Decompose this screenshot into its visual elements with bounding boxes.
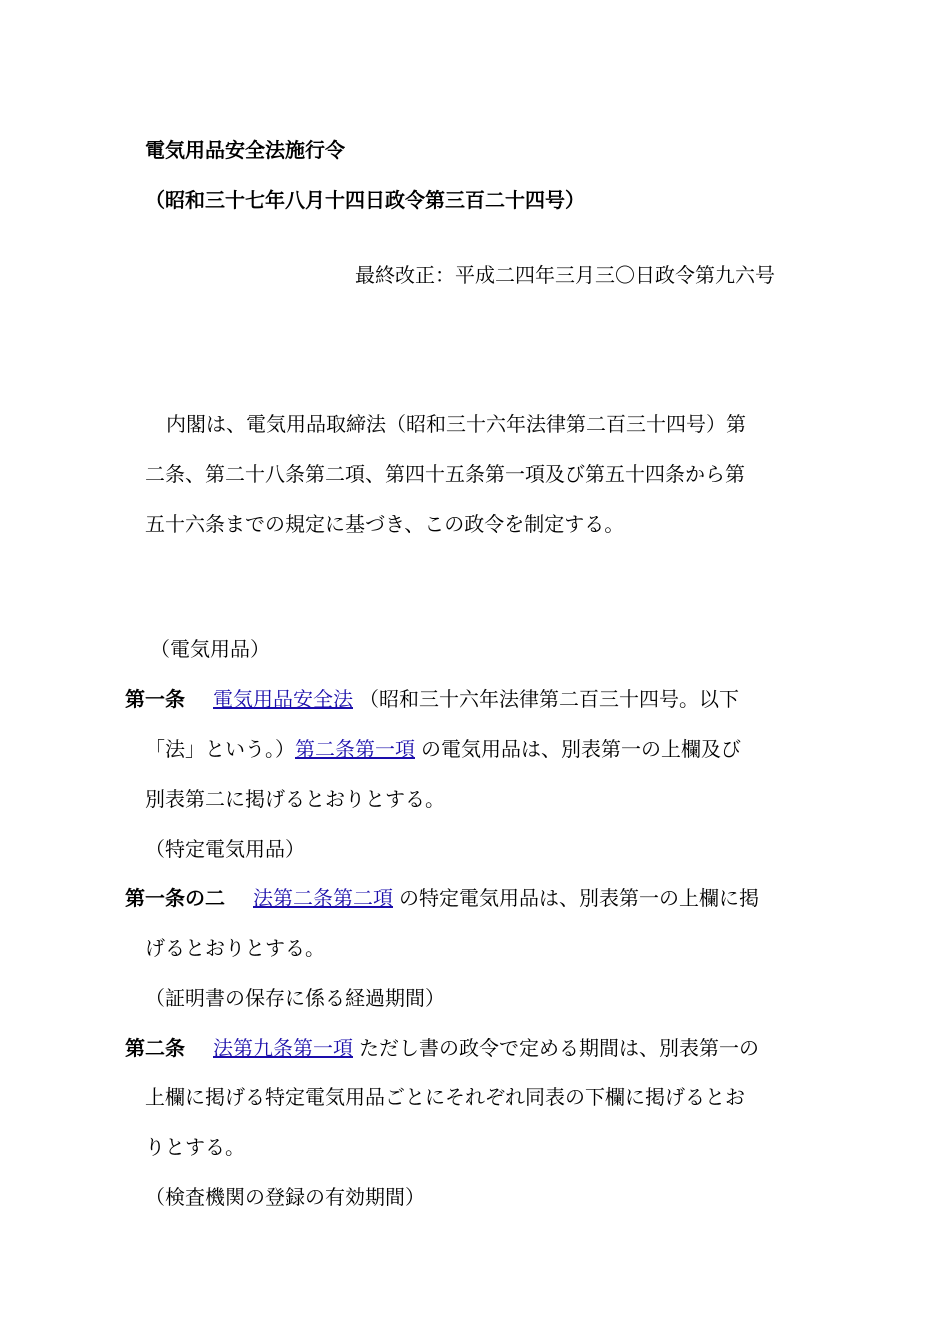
preamble-line-1: 内閣は、電気用品取締法（昭和三十六年法律第二百三十四号）第: [166, 412, 746, 436]
article-text: の電気用品は、別表第一の上欄及び: [421, 737, 741, 761]
article-text: （昭和三十六年法律第二百三十四号。以下: [359, 687, 739, 711]
article-caption: （電気用品）: [150, 637, 270, 661]
article-1-2-line-1: [125, 885, 759, 911]
law-link[interactable]: 電気用品安全法: [213, 687, 353, 711]
article-number: 第一条の二: [125, 886, 225, 910]
document-title: 電気用品安全法施行令: [145, 138, 345, 162]
article-1-line-1: [125, 686, 739, 712]
article-2-line-2: 上欄に掲げる特定電気用品ごとにそれぞれ同表の下欄に掲げるとお: [145, 1085, 745, 1109]
clause-link[interactable]: 法第九条第一項: [213, 1036, 353, 1060]
article-2-line-3: りとする。: [145, 1135, 245, 1159]
preamble-line-3: 五十六条までの規定に基づき、この政令を制定する。: [145, 512, 625, 536]
article-caption: （特定電気用品）: [145, 837, 305, 861]
article-1-line-3: 別表第二に掲げるとおりとする。: [145, 787, 445, 811]
clause-link[interactable]: 法第二条第二項: [253, 886, 393, 910]
article-caption: （検査機関の登録の有効期間）: [145, 1185, 425, 1209]
article-text: ただし書の政令で定める期間は、別表第一の: [359, 1036, 759, 1060]
article-1-2-line-2: げるとおりとする。: [145, 936, 325, 960]
last-revision: 最終改正：平成二四年三月三〇日政令第九六号: [355, 263, 775, 287]
article-caption: （証明書の保存に係る経過期間）: [145, 986, 445, 1010]
article-text: 「法」という。）: [145, 737, 295, 761]
article-1-line-2: [145, 736, 741, 762]
preamble-line-2: 二条、第二十八条第二項、第四十五条第一項及び第五十四条から第: [145, 462, 745, 486]
article-text: の特定電気用品は、別表第一の上欄に掲: [399, 886, 759, 910]
article-number: 第一条: [125, 687, 185, 711]
clause-link[interactable]: 第二条第一項: [295, 737, 415, 761]
article-number: 第二条: [125, 1036, 185, 1060]
law-number: （昭和三十七年八月十四日政令第三百二十四号）: [145, 188, 585, 212]
article-2-line-1: [125, 1035, 759, 1061]
